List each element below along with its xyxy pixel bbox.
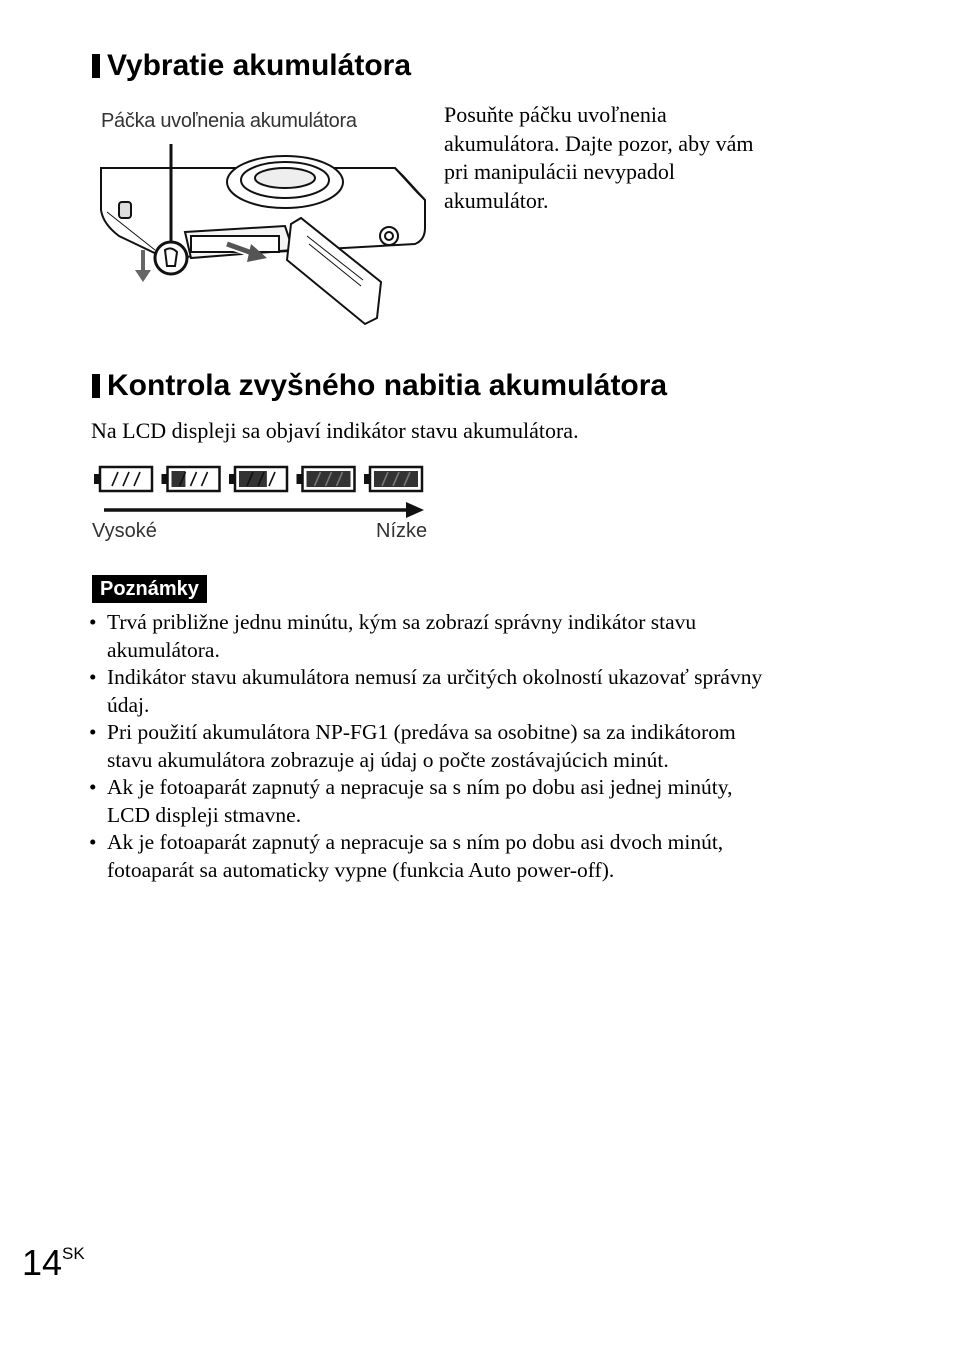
note-line: Pri použití akumulátora NP-FG1 (predáva sa osobitne) sa za indikátorom <box>107 720 736 744</box>
battery-indicator-icon <box>229 467 287 491</box>
list-item: • Trvá približne jednu minútu, kým sa zobrazí správny indikátor stavu akumulátora. <box>89 609 859 664</box>
description-line: pri manipulácii nevypadol <box>444 159 675 184</box>
notes-badge: Poznámky <box>92 575 207 603</box>
scale-label-high: Vysoké <box>92 520 157 542</box>
battery-indicator-icon <box>297 467 355 491</box>
illustration-label: Páčka uvoľnenia akumulátora <box>101 110 357 132</box>
list-item: • Pri použití akumulátora NP-FG1 (predáva sa osobitne) sa za indikátorom stavu akumulátora zobrazuje aj údaj o počte zostávajúcich minút. <box>89 719 859 774</box>
description-line: akumulátor. <box>444 187 549 213</box>
page-number-value: 14 <box>22 1242 63 1283</box>
battery-level-scale <box>92 455 437 520</box>
list-item: • Indikátor stavu akumulátora nemusí za určitých okolností ukazovať správny údaj. <box>89 664 859 719</box>
note-line: fotoaparát sa automaticky vypne (funkcia Auto power-off). <box>107 857 615 882</box>
notes-list <box>89 609 859 884</box>
note-line: Trvá približne jednu minútu, kým sa zobrazí správny indikátor stavu <box>107 610 697 634</box>
battery-indicator-icon <box>94 467 152 491</box>
note-line: Indikátor stavu akumulátora nemusí za určitých okolností ukazovať správny <box>107 665 763 689</box>
heading-marker-icon <box>92 374 100 398</box>
arrow-right-icon <box>406 502 424 518</box>
camera-battery-illustration <box>95 140 435 330</box>
page-number <box>22 1232 85 1285</box>
heading-marker-icon <box>92 54 100 78</box>
battery-indicator-icon <box>364 467 422 491</box>
section-heading-text: Vybratie akumulátora <box>107 49 411 82</box>
list-item: • Ak je fotoaparát zapnutý a nepracuje sa s ním po dobu asi dvoch minút, fotoaparát sa automaticky vypne (funkcia Auto power-off). <box>89 829 859 884</box>
list-item: • Ak je fotoaparát zapnutý a nepracuje sa s ním po dobu asi jednej minúty, LCD displeji stmavne. <box>89 774 859 829</box>
battery-indicator-icon <box>162 467 220 491</box>
description-line: Posuňte páčku uvoľnenia <box>444 102 667 127</box>
page-lang-code: SK <box>62 1244 85 1263</box>
note-line: Ak je fotoaparát zapnutý a nepracuje sa s ním po dobu asi dvoch minút, <box>107 830 724 854</box>
note-line: stavu akumulátora zobrazuje aj údaj o počte zostávajúcich minút. <box>107 747 669 772</box>
description-line: akumulátora. Dajte pozor, aby vám <box>444 130 754 156</box>
battery-removal-description <box>444 101 844 215</box>
note-line: akumulátora. <box>107 637 220 662</box>
scale-label-low: Nízke <box>376 520 428 542</box>
section-heading-remove-battery <box>92 48 411 84</box>
battery-check-intro: Na LCD displeji sa objaví indikátor stavu akumulátora. <box>91 418 579 443</box>
section-heading-text: Kontrola zvyšného nabitia akumulátora <box>107 369 668 402</box>
note-line: údaj. <box>107 692 150 717</box>
section-heading-battery-check <box>92 368 667 404</box>
note-line: LCD displeji stmavne. <box>107 802 302 827</box>
note-line: Ak je fotoaparát zapnutý a nepracuje sa s ním po dobu asi jednej minúty, <box>107 775 733 799</box>
